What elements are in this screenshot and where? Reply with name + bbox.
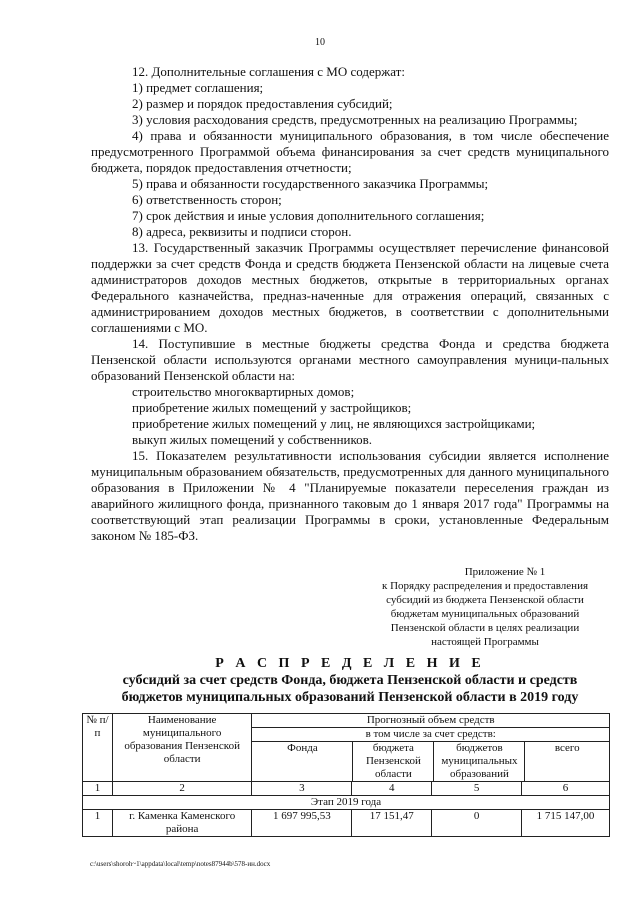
stage-row	[83, 796, 610, 810]
list-item: выкуп жилых помещений у собственников.	[132, 432, 373, 447]
footer-file-path: c:\users\shoroh~1\appdata\local\temp\notes87944b\578-ин.docx	[90, 860, 271, 868]
list-item: 4) права и обязанности муниципального образования, в том числе обеспечение предусмотренного Программой объема финансирования за счет средств муниципального бюджета, порядок предоставления отчетности;	[91, 128, 609, 175]
appendix-line: субсидий из бюджета Пензенской области	[386, 594, 584, 606]
row-region: 17 151,47	[352, 810, 432, 837]
paragraph-14: 14. Поступившие в местные бюджеты средства Фонда и средства бюджета Пензенской области используются органами местного самоуправления муници-пальных образований Пензенской области на:	[91, 336, 609, 383]
stage-label: Этап 2019 года	[83, 796, 610, 810]
table-row	[83, 810, 610, 837]
appendix-note	[360, 565, 610, 649]
list-item: 8) адреса, реквизиты и подписи сторон.	[132, 224, 352, 239]
appendix-line: Пензенской области в целях реализации	[390, 622, 580, 634]
list-item: 1) предмет соглашения;	[132, 80, 264, 95]
header-total: всего	[554, 742, 580, 754]
row-name: г. Каменка Каменского района	[112, 810, 252, 837]
col-number: 1	[83, 782, 113, 796]
list-item: 5) права и обязанности государственного заказчика Программы;	[132, 176, 489, 191]
paragraph-12: 12. Дополнительные соглашения с МО содержат:	[132, 64, 405, 79]
header-name: Наименование муниципального образования Пензенской области	[112, 714, 252, 782]
page-number: 10	[315, 37, 325, 48]
row-num: 1	[83, 810, 113, 837]
header-volume: Прогнозный объем средств	[252, 714, 610, 728]
appendix-line: к Порядку распределения и предоставления	[381, 580, 589, 592]
header-including: в том числе за счет средств:	[252, 728, 609, 742]
header-subgroup	[252, 728, 610, 782]
col-number: 3	[252, 782, 352, 796]
document-body	[91, 64, 609, 544]
distribution-title	[60, 655, 640, 706]
table-header-row	[83, 714, 610, 728]
paragraph-15: 15. Показателем результативности использования субсидии является исполнение муниципальным образованием обязательств, предусмотренных для данного муниципального образования в Приложении № 4 "Планируемые показатели переселения граждан из аварийного жилищного фонда, признанного таковым до 1 января 2017 года" Программы на соответствующий этап реализации Программы в сроки, установленные Федеральным законом № 185-ФЗ.	[91, 448, 609, 543]
list-item: 6) ответственность сторон;	[132, 192, 282, 207]
list-item: приобретение жилых помещений у застройщиков;	[132, 400, 412, 415]
list-item: 7) срок действия и иные условия дополнительного соглашения;	[132, 208, 485, 223]
header-num: № п/п	[83, 714, 113, 782]
row-total: 1 715 147,00	[522, 810, 610, 837]
paragraph-13: 13. Государственный заказчик Программы осуществляет перечисление финансовой поддержки за счет средств Фонда и средств бюджета Пензенской области на лицевые счета администраторов доходов местных бюджетов, открытые в территориальных органах Федерального казначейства, предназ-наченные для отражения операций, связанных с администрированием доходов местных бюджетов, в соответствии с дополнительными соглашениями с МО.	[91, 240, 609, 335]
title-line: бюджетов муниципальных образований Пензенской области в 2019 году	[121, 690, 579, 705]
header-region: бюджета Пензенской области	[353, 742, 434, 781]
list-item: 3) условия расходования средств, предусмотренных на реализацию Программы;	[132, 112, 578, 127]
col-number: 4	[352, 782, 432, 796]
appendix-line: бюджетам муниципальных образований	[390, 608, 580, 620]
header-fund: Фонда	[252, 742, 353, 781]
appendix-line: настоящей Программы	[431, 636, 539, 648]
header-subcols	[252, 742, 609, 781]
title-main: Р А С П Р Е Д Е Л Е Н И Е	[215, 656, 485, 671]
row-municipal: 0	[432, 810, 522, 837]
row-fund: 1 697 995,53	[252, 810, 352, 837]
title-line: субсидий за счет средств Фонда, бюджета Пензенской области и средств	[122, 673, 578, 688]
list-item: строительство многоквартирных домов;	[132, 384, 355, 399]
column-numbers-row	[83, 782, 610, 796]
distribution-table	[82, 713, 610, 837]
appendix-number: Приложение № 1	[464, 566, 546, 578]
list-item: приобретение жилых помещений у лиц, не являющихся застройщиками;	[132, 416, 536, 431]
col-number: 2	[112, 782, 252, 796]
col-number: 5	[432, 782, 522, 796]
list-item: 2) размер и порядок предоставления субсидий;	[132, 96, 393, 111]
header-municipal: бюджетов муниципальных образований	[434, 742, 525, 781]
col-number: 6	[522, 782, 610, 796]
